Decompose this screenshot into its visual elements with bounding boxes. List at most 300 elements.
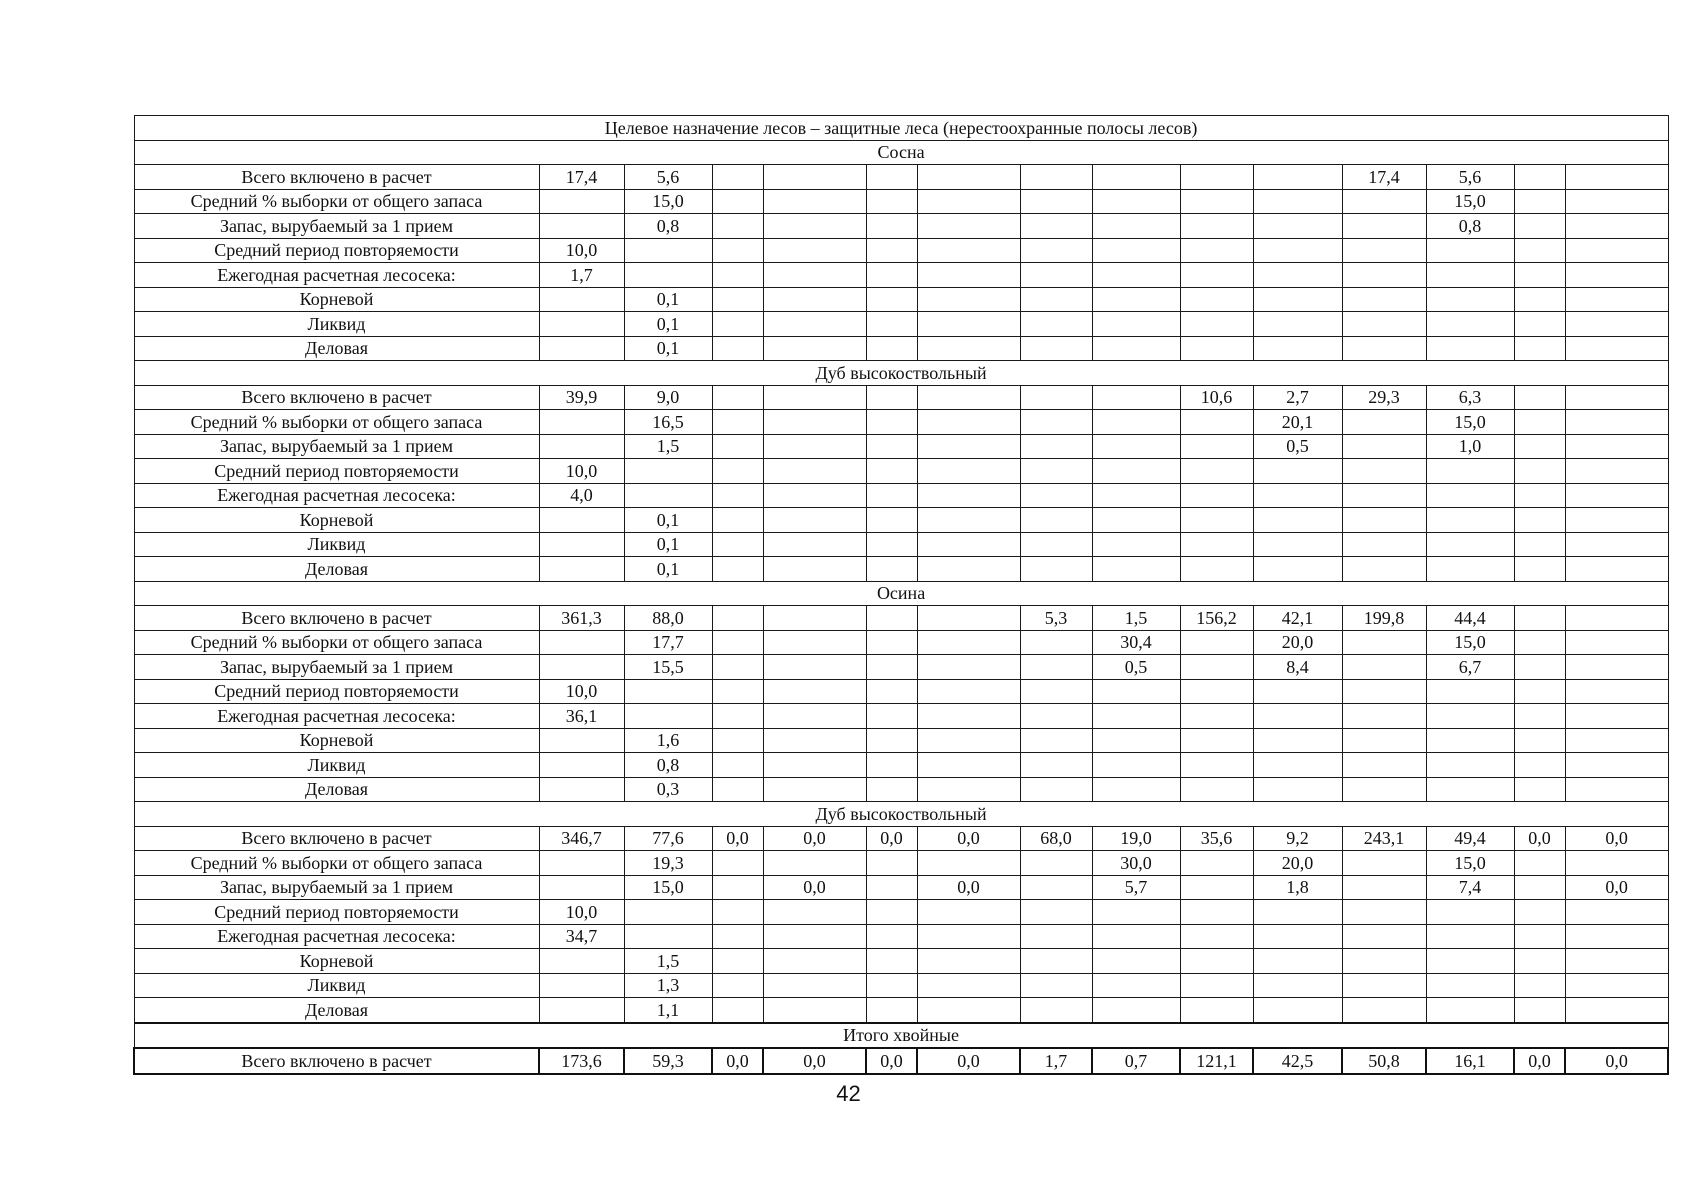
table-cell (763, 900, 866, 925)
row-label: Всего включено в расчет (134, 826, 539, 851)
table-cell: 19,0 (1092, 826, 1180, 851)
table-cell (1180, 214, 1253, 239)
table-cell: 1,5 (624, 949, 712, 974)
table-cell (1092, 336, 1180, 361)
table-cell: 243,1 (1342, 826, 1426, 851)
table-cell (539, 728, 624, 753)
table-cell (763, 263, 866, 288)
table-cell (1180, 777, 1253, 802)
table-cell: 10,0 (539, 900, 624, 925)
table-cell (1092, 753, 1180, 778)
table-cell: 199,8 (1342, 606, 1426, 631)
table-cell (712, 655, 763, 680)
table-cell (917, 973, 1020, 998)
table-cell (1092, 238, 1180, 263)
table-cell (866, 459, 917, 484)
table-cell (1342, 728, 1426, 753)
row-label: Ликвид (134, 753, 539, 778)
table-cell (763, 459, 866, 484)
table-cell (712, 238, 763, 263)
table-cell (539, 851, 624, 876)
table-cell: 0,0 (1514, 826, 1565, 851)
table-cell (866, 557, 917, 582)
table-cell (917, 777, 1020, 802)
table-cell: 0,0 (866, 1048, 917, 1074)
table-cell (763, 434, 866, 459)
table-cell (1514, 851, 1565, 876)
table-cell (1514, 606, 1565, 631)
table-cell (1092, 777, 1180, 802)
table-cell (1092, 312, 1180, 337)
table-cell (539, 214, 624, 239)
table-cell (763, 165, 866, 190)
table-cell (1342, 336, 1426, 361)
table-cell: 0,0 (866, 826, 917, 851)
table-cell (1180, 165, 1253, 190)
table-cell (1514, 165, 1565, 190)
section-title: Сосна (134, 140, 1668, 165)
table-cell (1180, 949, 1253, 974)
table-cell (712, 165, 763, 190)
table-cell (866, 973, 917, 998)
table-cell (917, 214, 1020, 239)
table-cell (1514, 385, 1565, 410)
table-cell (1092, 998, 1180, 1023)
table-cell (866, 630, 917, 655)
table-cell (917, 900, 1020, 925)
table-cell: 16,5 (624, 410, 712, 435)
table-cell (1342, 312, 1426, 337)
table-row (134, 630, 1668, 655)
table-cell (1514, 532, 1565, 557)
table-cell (1565, 287, 1668, 312)
table-cell: 9,0 (624, 385, 712, 410)
table-cell (866, 777, 917, 802)
row-label: Ежегодная расчетная лесосека: (134, 924, 539, 949)
table-row (134, 728, 1668, 753)
table-row (134, 508, 1668, 533)
table-cell (1092, 557, 1180, 582)
table-cell (1342, 900, 1426, 925)
table-cell (763, 312, 866, 337)
table-cell (1565, 214, 1668, 239)
table-cell (1253, 679, 1342, 704)
table-cell (917, 949, 1020, 974)
table-cell: 42,5 (1253, 1048, 1342, 1074)
table-cell (1514, 973, 1565, 998)
row-label: Деловая (134, 777, 539, 802)
table-cell (1180, 557, 1253, 582)
table-cell (866, 532, 917, 557)
table-cell (712, 336, 763, 361)
table-cell (763, 655, 866, 680)
table-row (134, 875, 1668, 900)
table-row (134, 165, 1668, 190)
table-cell: 0,0 (917, 875, 1020, 900)
table-cell (1180, 312, 1253, 337)
table-cell: 1,5 (624, 434, 712, 459)
table-cell (917, 287, 1020, 312)
table-cell: 0,0 (763, 1048, 866, 1074)
table-cell (763, 189, 866, 214)
table-cell (1565, 189, 1668, 214)
table-cell: 29,3 (1342, 385, 1426, 410)
table-cell (1180, 704, 1253, 729)
table-cell (1426, 557, 1514, 582)
section-header-row (134, 802, 1668, 827)
table-cell (539, 875, 624, 900)
row-label: Корневой (134, 949, 539, 974)
table-cell (763, 949, 866, 974)
table-cell (1180, 753, 1253, 778)
table-cell: 0,1 (624, 312, 712, 337)
table-cell (1514, 777, 1565, 802)
table-cell (624, 459, 712, 484)
table-cell (917, 679, 1020, 704)
table-cell (712, 189, 763, 214)
table-cell (712, 483, 763, 508)
table-cell (1342, 949, 1426, 974)
table-cell (1342, 753, 1426, 778)
table-cell (917, 483, 1020, 508)
table-cell (539, 630, 624, 655)
table-row (134, 189, 1668, 214)
table-cell (1253, 238, 1342, 263)
table-cell (1514, 753, 1565, 778)
section-title: Итого хвойные (134, 1023, 1668, 1049)
table-cell (1514, 728, 1565, 753)
table-cell (866, 410, 917, 435)
row-label: Всего включено в расчет (134, 606, 539, 631)
table-cell (1020, 238, 1092, 263)
table-cell: 30,4 (1092, 630, 1180, 655)
row-label: Средний % выборки от общего запаса (134, 189, 539, 214)
table-cell: 36,1 (539, 704, 624, 729)
table-cell (1426, 949, 1514, 974)
table-cell (1565, 238, 1668, 263)
table-cell (1180, 851, 1253, 876)
table-cell (539, 973, 624, 998)
table-cell (712, 263, 763, 288)
table-cell (917, 263, 1020, 288)
table-cell (1342, 508, 1426, 533)
table-cell (763, 753, 866, 778)
table-cell (1020, 508, 1092, 533)
table-cell (917, 998, 1020, 1023)
table-row (134, 900, 1668, 925)
table-cell (539, 434, 624, 459)
table-cell: 10,0 (539, 679, 624, 704)
row-label: Всего включено в расчет (134, 1048, 539, 1074)
table-cell (1565, 410, 1668, 435)
table-cell (866, 606, 917, 631)
table-cell (1092, 165, 1180, 190)
table-cell (866, 385, 917, 410)
table-cell (1426, 238, 1514, 263)
table-cell (1020, 385, 1092, 410)
table-cell: 19,3 (624, 851, 712, 876)
table-row (134, 238, 1668, 263)
table-cell (712, 851, 763, 876)
row-label: Всего включено в расчет (134, 385, 539, 410)
table-cell (763, 728, 866, 753)
table-cell (763, 679, 866, 704)
table-title: Целевое назначение лесов – защитные леса (нерестоохранные полосы лесов) (134, 116, 1668, 141)
page-number: 42 (836, 1081, 861, 1106)
table-cell (917, 189, 1020, 214)
table-cell (866, 900, 917, 925)
table-cell (866, 336, 917, 361)
table-cell (1180, 459, 1253, 484)
table-cell (539, 508, 624, 533)
table-cell (1180, 238, 1253, 263)
table-row (134, 263, 1668, 288)
table-row (134, 924, 1668, 949)
table-cell (1514, 655, 1565, 680)
row-label: Запас, вырубаемый за 1 прием (134, 214, 539, 239)
table-cell: 42,1 (1253, 606, 1342, 631)
table-cell (1253, 189, 1342, 214)
row-label: Запас, вырубаемый за 1 прием (134, 655, 539, 680)
table-cell (1426, 777, 1514, 802)
table-cell (1426, 704, 1514, 729)
table-cell (539, 312, 624, 337)
table-cell: 156,2 (1180, 606, 1253, 631)
table-cell (1342, 532, 1426, 557)
table-cell: 20,1 (1253, 410, 1342, 435)
table-cell (917, 385, 1020, 410)
table-cell (1020, 851, 1092, 876)
table-cell (866, 924, 917, 949)
table-cell: 0,5 (1253, 434, 1342, 459)
table-cell (763, 410, 866, 435)
table-cell (1342, 777, 1426, 802)
table-cell (1514, 434, 1565, 459)
table-cell (1253, 214, 1342, 239)
table-cell (1514, 263, 1565, 288)
table-cell: 0,0 (1565, 1048, 1668, 1074)
table-cell (1092, 679, 1180, 704)
table-cell (712, 777, 763, 802)
table-cell (1565, 630, 1668, 655)
table-cell: 1,1 (624, 998, 712, 1023)
table-cell: 35,6 (1180, 826, 1253, 851)
table-cell (712, 630, 763, 655)
table-cell (1253, 900, 1342, 925)
table-cell (763, 385, 866, 410)
table-cell (763, 924, 866, 949)
table-cell (917, 238, 1020, 263)
table-cell (1342, 679, 1426, 704)
table-cell (1565, 532, 1668, 557)
table-cell (1092, 728, 1180, 753)
table-cell (763, 630, 866, 655)
table-cell: 7,4 (1426, 875, 1514, 900)
table-cell (1342, 851, 1426, 876)
table-cell (1426, 459, 1514, 484)
table-cell (1565, 900, 1668, 925)
table-cell (1426, 532, 1514, 557)
table-cell (866, 728, 917, 753)
table-cell (1342, 214, 1426, 239)
row-label: Корневой (134, 508, 539, 533)
table-cell (1020, 655, 1092, 680)
table-cell: 10,0 (539, 459, 624, 484)
table-cell: 59,3 (624, 1048, 712, 1074)
table-cell (1092, 385, 1180, 410)
table-cell (1514, 924, 1565, 949)
table-cell (1092, 924, 1180, 949)
table-cell: 0,1 (624, 336, 712, 361)
table-cell (1253, 998, 1342, 1023)
table-cell (1426, 728, 1514, 753)
table-cell (1253, 753, 1342, 778)
table-cell (866, 998, 917, 1023)
table-cell (1180, 655, 1253, 680)
table-cell (1342, 998, 1426, 1023)
table-cell (763, 214, 866, 239)
table-cell (1253, 312, 1342, 337)
table-cell (1565, 434, 1668, 459)
table-cell: 5,7 (1092, 875, 1180, 900)
table-cell (1514, 238, 1565, 263)
table-cell (539, 287, 624, 312)
table-cell: 4,0 (539, 483, 624, 508)
table-cell: 1,6 (624, 728, 712, 753)
table-cell (1092, 189, 1180, 214)
table-row (134, 336, 1668, 361)
table-cell: 6,7 (1426, 655, 1514, 680)
table-row (134, 753, 1668, 778)
table-cell (1342, 238, 1426, 263)
table-cell: 1,3 (624, 973, 712, 998)
table-cell (1426, 336, 1514, 361)
table-cell (1565, 263, 1668, 288)
table-cell (1565, 508, 1668, 533)
table-cell (1092, 483, 1180, 508)
table-cell (1426, 998, 1514, 1023)
table-cell: 5,3 (1020, 606, 1092, 631)
table-cell (539, 753, 624, 778)
table-cell (763, 973, 866, 998)
table-cell (1253, 728, 1342, 753)
table-cell (1426, 924, 1514, 949)
table-cell (1092, 973, 1180, 998)
row-label: Ликвид (134, 312, 539, 337)
table-cell: 17,4 (1342, 165, 1426, 190)
table-cell (1020, 557, 1092, 582)
table-cell (763, 557, 866, 582)
row-label: Деловая (134, 998, 539, 1023)
table-cell (917, 434, 1020, 459)
table-cell (1342, 704, 1426, 729)
table-cell (539, 410, 624, 435)
table-cell (1020, 214, 1092, 239)
table-cell: 0,8 (624, 753, 712, 778)
table-cell (1565, 385, 1668, 410)
table-cell (539, 532, 624, 557)
table-cell: 2,7 (1253, 385, 1342, 410)
section-header-row (134, 581, 1668, 606)
table-cell: 20,0 (1253, 851, 1342, 876)
table-cell (1565, 165, 1668, 190)
table-cell (1514, 679, 1565, 704)
table-cell: 0,8 (624, 214, 712, 239)
table-cell (1253, 532, 1342, 557)
table-cell: 361,3 (539, 606, 624, 631)
table-cell: 1,7 (1020, 1048, 1092, 1074)
table-cell (1342, 410, 1426, 435)
table-cell (1565, 336, 1668, 361)
table-cell (866, 655, 917, 680)
table-cell: 15,0 (1426, 851, 1514, 876)
table-cell (1092, 214, 1180, 239)
table-cell: 0,1 (624, 532, 712, 557)
row-label: Средний % выборки от общего запаса (134, 630, 539, 655)
table-cell: 0,0 (1514, 1048, 1565, 1074)
table-cell (866, 165, 917, 190)
table-cell: 1,0 (1426, 434, 1514, 459)
table-cell (1092, 704, 1180, 729)
table-cell (1426, 508, 1514, 533)
table-cell (763, 336, 866, 361)
table-cell (866, 238, 917, 263)
table-cell: 0,0 (917, 826, 1020, 851)
table-cell (917, 336, 1020, 361)
table-cell (1565, 312, 1668, 337)
table-cell (917, 410, 1020, 435)
table-cell (1092, 287, 1180, 312)
table-cell (1020, 777, 1092, 802)
table-cell: 88,0 (624, 606, 712, 631)
table-cell (763, 287, 866, 312)
section-title: Дуб высокоствольный (134, 802, 1668, 827)
row-label: Средний период повторяемости (134, 238, 539, 263)
row-label: Всего включено в расчет (134, 165, 539, 190)
table-cell (1514, 949, 1565, 974)
table-cell: 346,7 (539, 826, 624, 851)
table-cell (866, 214, 917, 239)
table-cell (1342, 459, 1426, 484)
table-cell (866, 508, 917, 533)
section-title: Осина (134, 581, 1668, 606)
table-row (134, 826, 1668, 851)
table-cell (1342, 483, 1426, 508)
table-cell (712, 214, 763, 239)
table-cell: 0,0 (763, 826, 866, 851)
table-cell (763, 483, 866, 508)
table-cell (712, 998, 763, 1023)
row-label: Ликвид (134, 973, 539, 998)
table-cell (712, 679, 763, 704)
table-cell (1253, 287, 1342, 312)
table-cell (712, 410, 763, 435)
table-cell: 39,9 (539, 385, 624, 410)
table-cell (712, 508, 763, 533)
table-cell (1565, 973, 1668, 998)
table-cell (866, 875, 917, 900)
table-cell (866, 287, 917, 312)
table-row (134, 434, 1668, 459)
table-cell (1565, 606, 1668, 631)
table-cell (1514, 998, 1565, 1023)
table-cell: 15,0 (1426, 189, 1514, 214)
table-cell (1426, 679, 1514, 704)
table-cell (1426, 900, 1514, 925)
row-label: Средний % выборки от общего запаса (134, 410, 539, 435)
table-cell (1426, 287, 1514, 312)
row-label: Деловая (134, 557, 539, 582)
